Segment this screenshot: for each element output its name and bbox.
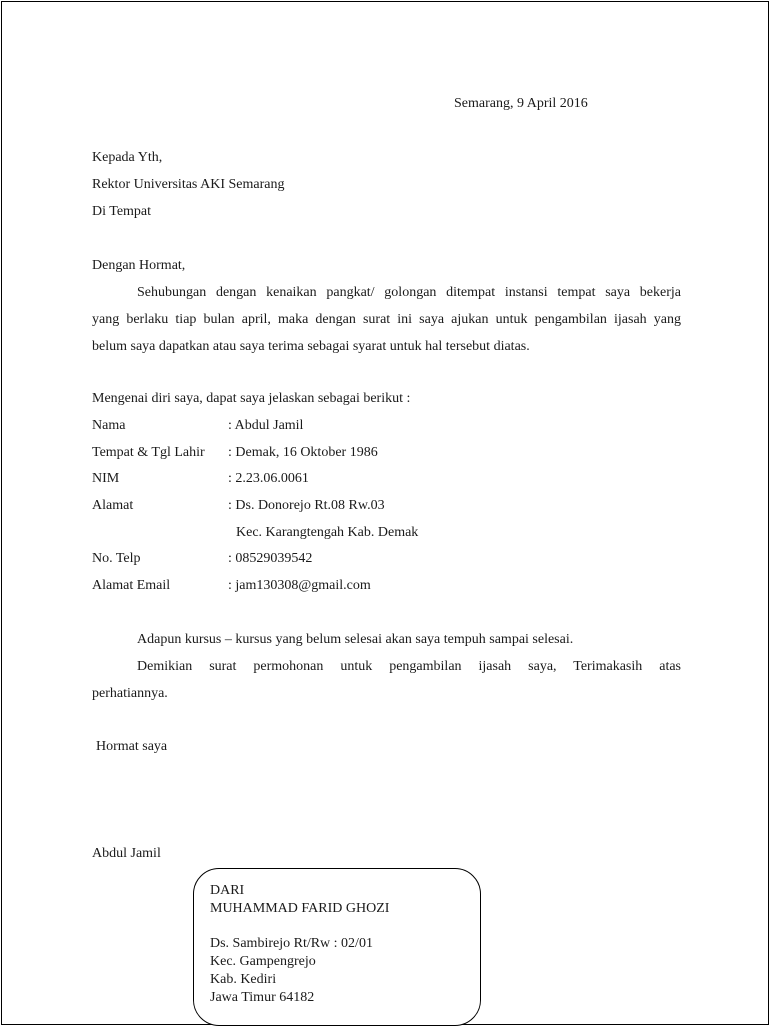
ttl-label: Tempat & Tgl Lahir xyxy=(92,445,205,460)
nama-value: : Abdul Jamil xyxy=(228,418,304,433)
nim-label: NIM xyxy=(92,471,120,486)
telp-value: : 08529039542 xyxy=(228,551,313,566)
signature-name: Abdul Jamil xyxy=(92,846,161,861)
alamat-label: Alamat xyxy=(92,498,134,513)
sender-name: MUHAMMAD FARID GHOZI xyxy=(210,901,390,916)
date-line: Semarang, 9 April 2016 xyxy=(454,96,588,111)
closing: Hormat saya xyxy=(96,739,168,754)
paragraph-1-line-1: Sehubungan dengan kenaikan pangkat/ golongan ditempat instansi tempat saya bekerja xyxy=(137,285,681,300)
recipient-line-2: Rektor Universitas AKI Semarang xyxy=(92,177,285,192)
recipient-line-3: Di Tempat xyxy=(92,204,152,219)
paragraph-1-line-3: belum saya dapatkan atau saya terima sebagai syarat untuk hal tersebut diatas. xyxy=(92,339,530,354)
nim-value: : 2.23.06.0061 xyxy=(228,471,309,486)
sender-address-4: Jawa Timur 64182 xyxy=(210,990,315,1005)
telp-label: No. Telp xyxy=(92,551,141,566)
paragraph-3-line-2: perhatiannya. xyxy=(92,686,168,701)
sender-box xyxy=(193,868,481,1026)
ttl-value: : Demak, 16 Oktober 1986 xyxy=(228,445,378,460)
alamat-value-2: Kec. Karangtengah Kab. Demak xyxy=(236,525,419,540)
greeting: Dengan Hormat, xyxy=(92,258,186,273)
recipient-line-1: Kepada Yth, xyxy=(92,150,163,165)
sender-heading: DARI xyxy=(210,883,245,898)
sender-address-3: Kab. Kediri xyxy=(210,972,277,987)
nama-label: Nama xyxy=(92,418,126,433)
sender-address-1: Ds. Sambirejo Rt/Rw : 02/01 xyxy=(210,936,373,951)
paragraph-3-line-1: Demikian surat permohonan untuk pengambilan ijasah saya, Terimakasih atas xyxy=(137,659,681,674)
email-label: Alamat Email xyxy=(92,578,171,593)
alamat-value-1: : Ds. Donorejo Rt.08 Rw.03 xyxy=(228,498,385,513)
sender-address-2: Kec. Gampengrejo xyxy=(210,954,316,969)
email-value: : jam130308@gmail.com xyxy=(228,578,371,593)
paragraph-1-line-2: yang berlaku tiap bulan april, maka dengan surat ini saya ajukan untuk pengambilan ijasah yang xyxy=(92,312,681,327)
paragraph-2: Adapun kursus – kursus yang belum selesai akan saya tempuh sampai selesai. xyxy=(137,632,574,647)
details-intro: Mengenai diri saya, dapat saya jelaskan sebagai berikut : xyxy=(92,391,411,406)
